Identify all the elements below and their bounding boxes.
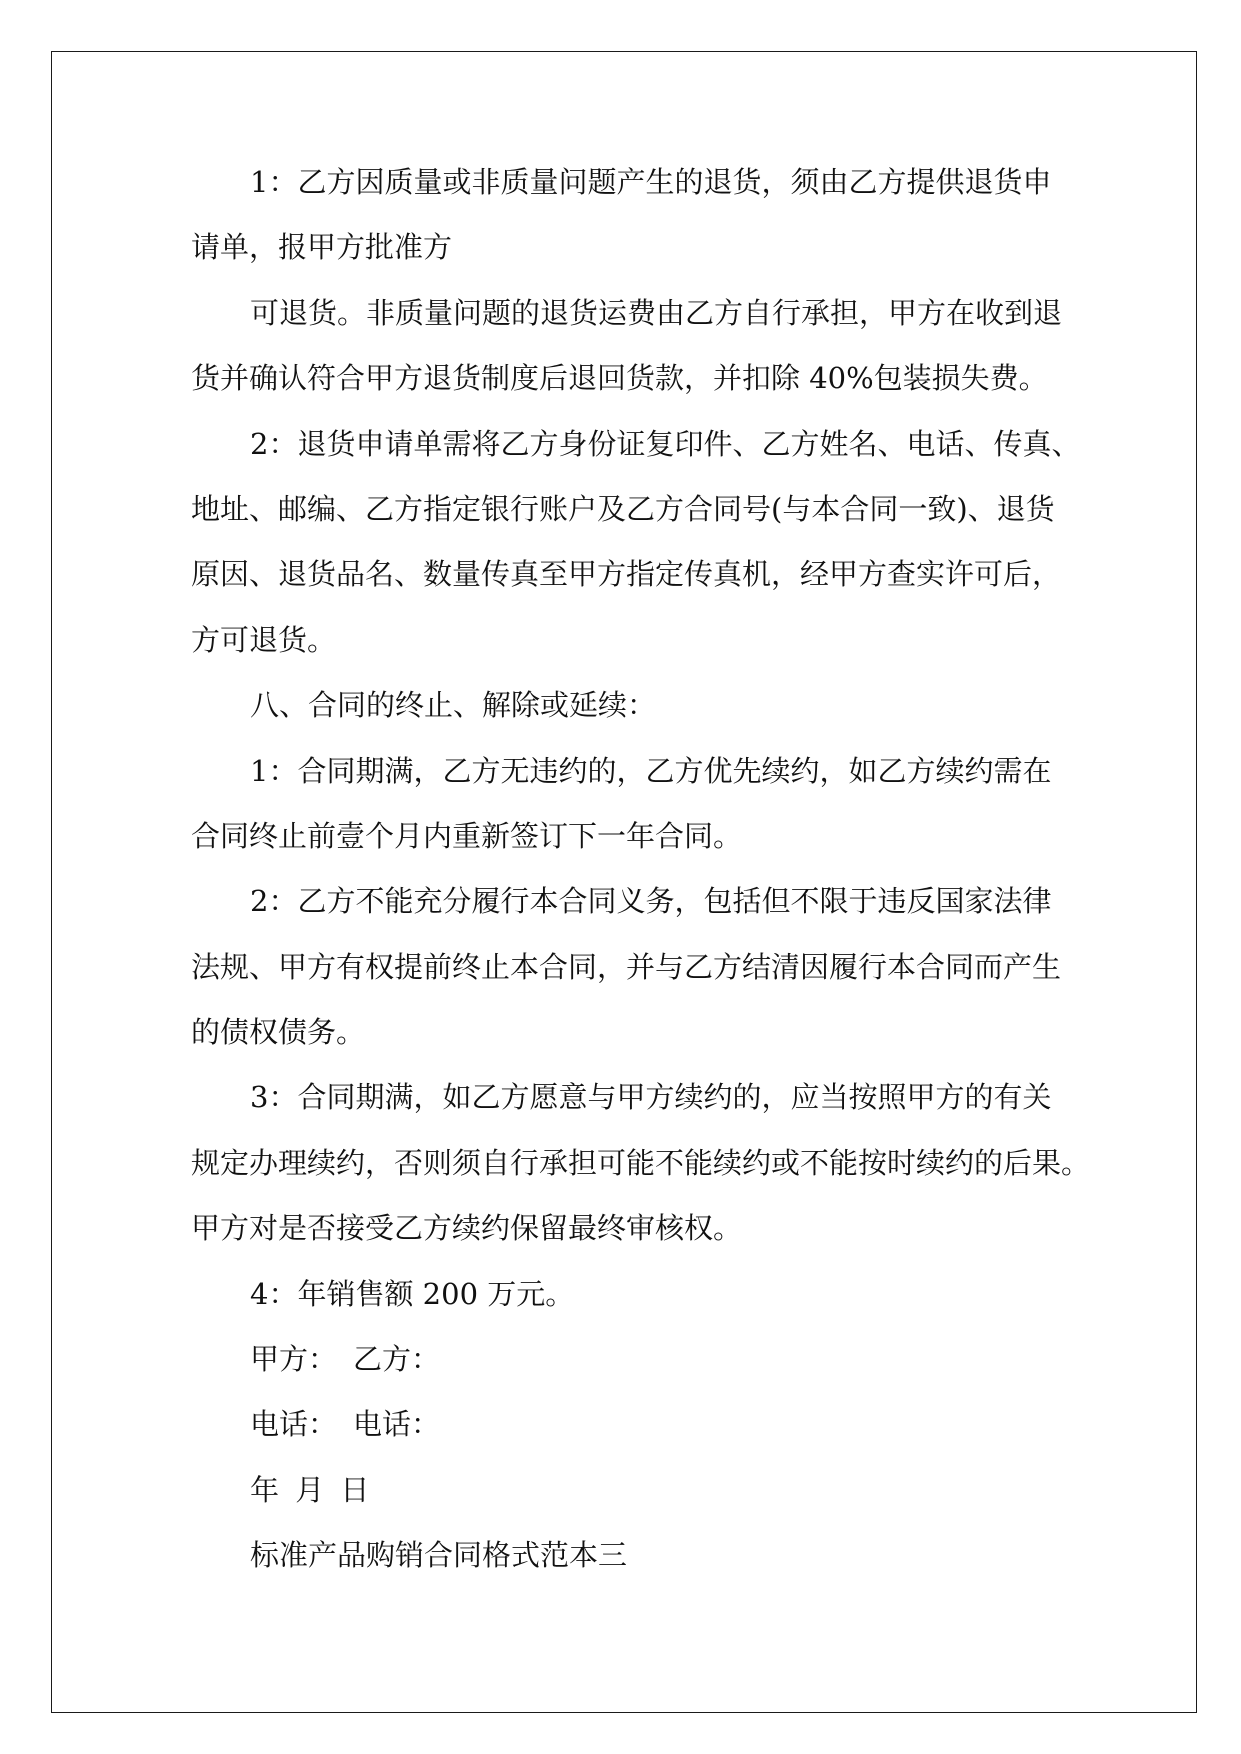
party-b-phone-label: 电话： [353, 1407, 441, 1442]
party-a-label: 甲方： [250, 1342, 338, 1377]
text-line: 法规、甲方有权提前终止本合同，并与乙方结清因履行本合同而产生 [191, 949, 1062, 984]
text-line: 方可退货。 [191, 622, 337, 657]
text-line: 地址、邮编、乙方指定银行账户及乙方合同号(与本合同一致)、退货 [191, 491, 1055, 526]
termination-clause-2 [191, 869, 1121, 1065]
section-8-heading [191, 673, 1121, 738]
return-clause-1-continued [191, 281, 1121, 412]
signature-party-row [191, 1327, 1121, 1392]
text-line: 可退货。非质量问题的退货运费由乙方自行承担，甲方在收到退 [250, 295, 1063, 330]
text-line: 2：退货申请单需将乙方身份证复印件、乙方姓名、电话、传真、 [250, 426, 1081, 461]
text-line: 请单，报甲方批准方 [191, 230, 453, 265]
return-clause-2 [191, 412, 1121, 674]
text-line: 规定办理续约，否则须自行承担可能不能续约或不能按时续约的后果。 [191, 1145, 1091, 1180]
text-line: 原因、退货品名、数量传真至甲方指定传真机，经甲方查实许可后， [191, 557, 1062, 592]
termination-clause-1 [191, 739, 1121, 870]
text-line: 1：乙方因质量或非质量问题产生的退货，须由乙方提供退货申 [250, 165, 1052, 199]
date-line [191, 1458, 1121, 1523]
termination-clause-4 [191, 1262, 1121, 1327]
text-line: 3：合同期满，如乙方愿意与甲方续约的，应当按照甲方的有关 [250, 1080, 1052, 1115]
party-a-phone-label: 电话： [250, 1407, 338, 1442]
text-line: 甲方对是否接受乙方续约保留最终审核权。 [191, 1211, 743, 1246]
template-title: 标准产品购销合同格式范本三 [250, 1538, 628, 1573]
party-b-label: 乙方： [353, 1342, 441, 1377]
text-line: 4：年销售额 200 万元。 [250, 1276, 575, 1311]
text-line: 1：合同期满，乙方无违约的，乙方优先续约，如乙方续约需在 [250, 753, 1052, 788]
next-template-title [191, 1523, 1121, 1588]
date-row [191, 1458, 1121, 1523]
text-line: 货并确认符合甲方退货制度后退回货款，并扣除 40%包装损失费。 [191, 361, 1048, 396]
signature-phone-row [191, 1392, 1121, 1457]
text-line: 的债权债务。 [191, 1015, 366, 1050]
document-body [191, 150, 1121, 1589]
return-clause-1 [191, 150, 1121, 281]
signature-block [191, 1327, 1121, 1458]
date-text: 年 月 日 [250, 1472, 370, 1507]
text-line: 2：乙方不能充分履行本合同义务，包括但不限于违反国家法律 [250, 884, 1052, 919]
section-heading: 八、合同的终止、解除或延续： [250, 688, 657, 723]
text-line: 合同终止前壹个月内重新签订下一年合同。 [191, 818, 743, 853]
termination-clause-3 [191, 1065, 1121, 1261]
